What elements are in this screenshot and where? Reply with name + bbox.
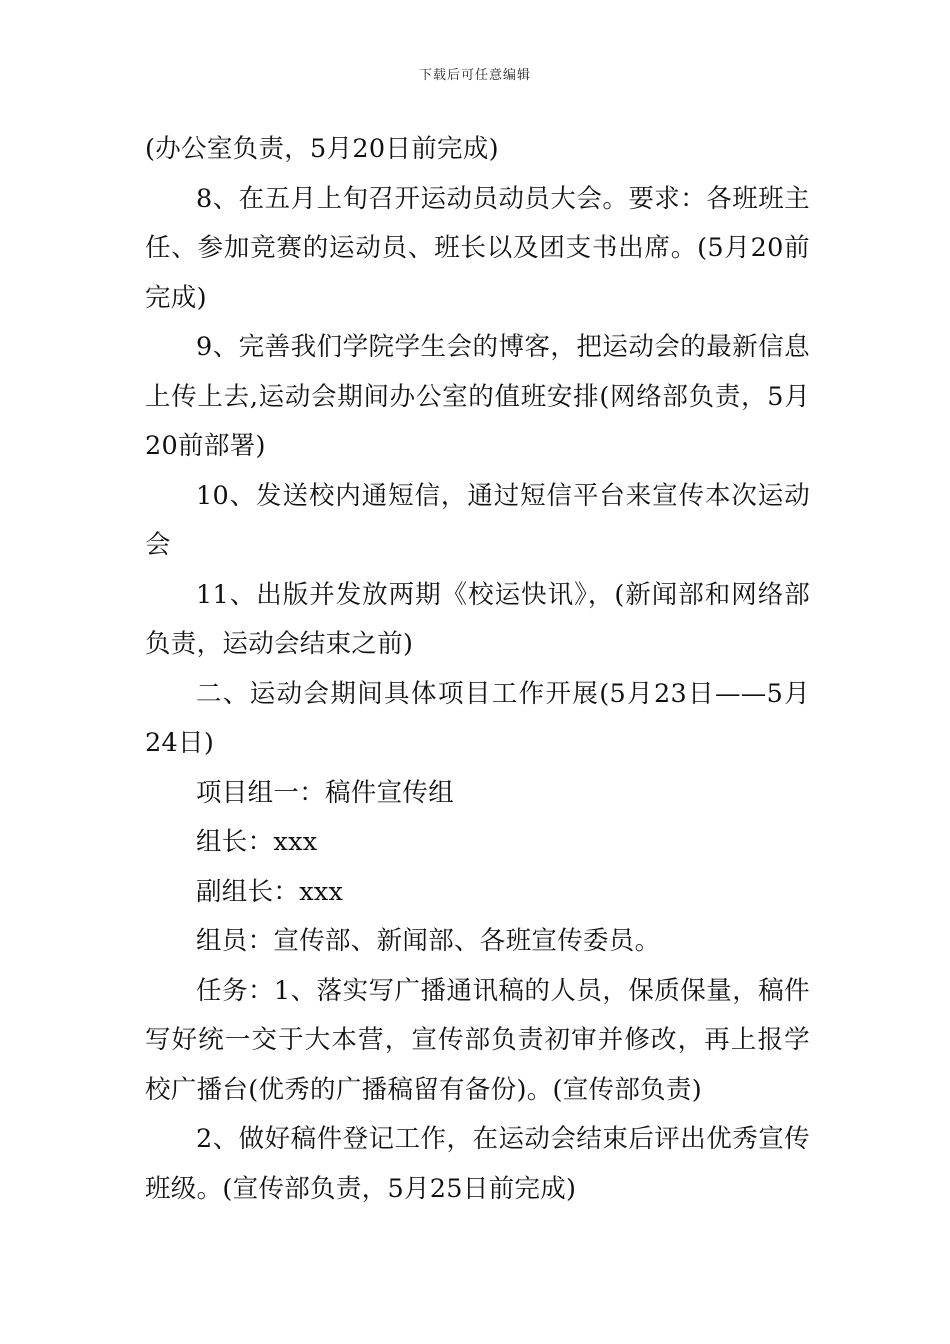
task-1: 任务：1、落实写广播通讯稿的人员，保质保量，稿件写好统一交于大本营，宣传部负责初审并修改，再上报学校广播台(优秀的广播稿留有备份)。(宣传部负责) xyxy=(145,975,810,1105)
group-members: 组员：宣传部、新闻部、各班宣传委员。 xyxy=(196,926,661,956)
group-leader: 组长：xxx xyxy=(196,827,318,857)
paragraph-item-9: 9、完善我们学院学生会的博客，把运动会的最新信息上传上去,运动会期间办公室的值班安排(网络部负责，5月20前部署) xyxy=(145,332,810,461)
task-2: 2、做好稿件登记工作，在运动会结束后评出优秀宣传班级。(宣传部负责，5月25日前完成) xyxy=(145,1124,810,1204)
page-header: 下载后可任意编辑 xyxy=(418,68,531,83)
paragraph-item-10: 10、发送校内通短信，通过短信平台来宣传本次运动会 xyxy=(145,480,810,560)
paragraph-item-11: 11、出版并发放两期《校运快讯》，(新闻部和网络部负责，运动会结束之前) xyxy=(145,579,810,659)
paragraph-item-8: 8、在五月上旬召开运动员动员大会。要求：各班班主任、参加竞赛的运动员、班长以及团支书出席。(5月20前完成) xyxy=(145,183,810,313)
project-group-title: 项目组一：稿件宣传组 xyxy=(196,777,455,808)
deputy-group-leader: 副组长：xxx xyxy=(196,876,344,907)
paragraph-office-deadline: (办公室负责，5月20日前完成) xyxy=(145,134,499,164)
document-body xyxy=(145,125,810,1214)
section-heading-2: 二、运动会期间具体项目工作开展(5月23日——5月24日) xyxy=(145,678,810,758)
